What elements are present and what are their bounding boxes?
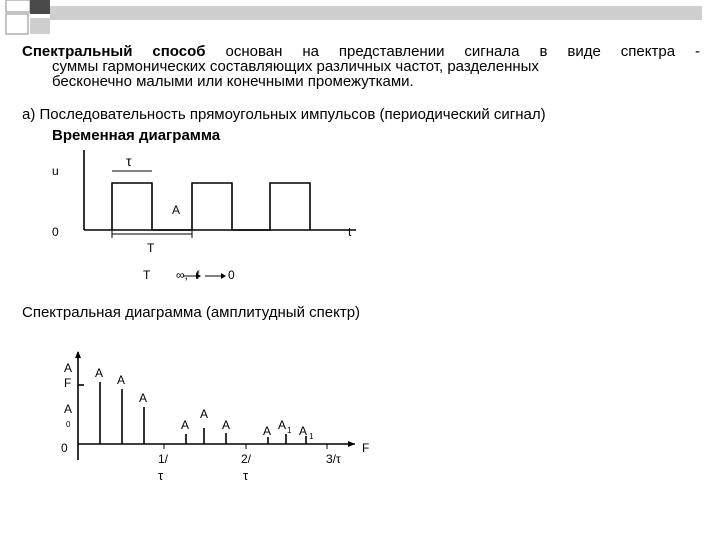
line-label: A [95,366,104,380]
bold-term: Спектральный способ [22,43,206,60]
line-label: A [117,373,126,387]
tick-1-denominator: τ [158,468,164,483]
line-label: A [200,407,209,421]
frequency-axis-label: F [362,441,370,455]
line-subscript: 1 [309,432,314,441]
spectrum-diagram [0,350,720,485]
A0-subscript: 0 [66,420,71,429]
spectral-method-paragraph [22,44,700,89]
limit-infinity-label: ∞, [176,268,188,282]
tick-2-denominator: τ [243,468,249,483]
origin-label: 0 [52,225,59,239]
t-label: t [348,225,352,239]
amplitude-label: A [172,203,181,217]
tick-2-numerator: 2/ [241,452,252,466]
tau-label: τ [126,153,132,169]
paragraph-line-3: бесконечно малыми или конечными промежутками. [52,73,414,90]
y-axis-label-A: A [64,361,73,375]
periodic-signal-paragraph: а) Последовательность прямоугольных импульсов (периодический сигнал) [22,106,546,123]
limit-zero-label: 0 [228,268,235,282]
limit-T-label: T [143,268,151,282]
time-diagram [0,150,720,285]
time-diagram-heading: Временная диаграмма [52,127,221,144]
spectrum-diagram-heading: Спектральная диаграмма (амплитудный спектр) [22,304,361,321]
limit-f-label: f [196,268,200,282]
line-label: A [139,391,148,405]
line-label: A [181,418,190,432]
period-label: T [147,241,155,255]
line-label: A [263,424,272,438]
origin-label: 0 [61,441,68,455]
paragraph-line-1: основан на представлении сигнала в виде спектра - [205,43,700,60]
header-decoration [0,0,720,40]
line-label-A1: A [278,418,287,432]
u-label: u [52,164,59,178]
tick-3-label: 3/τ [326,452,341,466]
line-label: A [222,418,231,432]
pulse-train [112,183,310,230]
y-axis-label-F: F [64,376,72,390]
line-subscript: 1 [287,426,292,435]
tick-1-numerator: 1/ [158,452,169,466]
paragraph-line-2: суммы гармонических составляющих различных частот, разделенных [52,58,539,75]
line-label-A1: A [299,424,308,438]
A0-label: A [64,402,73,416]
